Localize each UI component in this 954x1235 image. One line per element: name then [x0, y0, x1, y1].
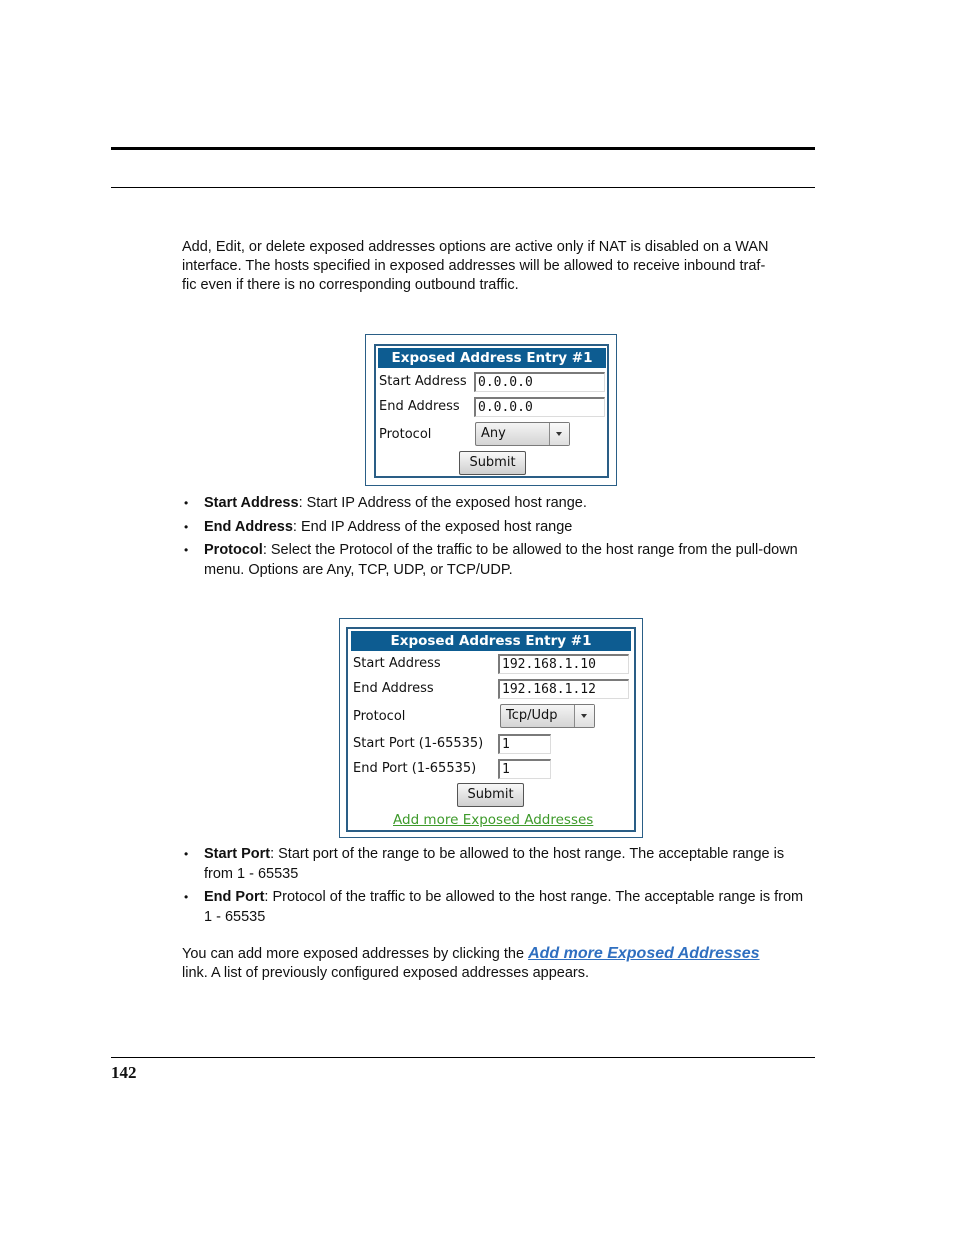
bullet-text: : Start port of the range to be allowed to the host range. The acceptable range is from 1 - 65535 — [204, 846, 785, 882]
end-address-label: End Address — [353, 681, 434, 696]
bullet-icon: • — [184, 496, 189, 510]
intro-line-3: fic even if there is no corresponding outbound traffic. — [182, 277, 519, 293]
bullet-text: : Select the Protocol of the traffic to be allowed to the host range from the pull-down menu. Options are Any, TCP, UDP, or TCP/UDP. — [204, 542, 798, 578]
end-address-label: End Address — [379, 399, 460, 414]
start-address-input[interactable]: 0.0.0.0 — [474, 372, 605, 392]
protocol-select[interactable] — [500, 704, 595, 728]
form-2-header: Exposed Address Entry #1 — [351, 631, 631, 651]
bullet-icon: • — [184, 519, 189, 534]
chevron-down-icon — [574, 705, 594, 727]
end-port-input[interactable]: 1 — [498, 759, 551, 779]
protocol-label: Protocol — [353, 709, 406, 724]
bullet-term: End Address — [204, 518, 293, 535]
start-port-input[interactable]: 1 — [498, 734, 551, 754]
protocol-select[interactable] — [475, 422, 570, 446]
end-address-input[interactable]: 192.168.1.12 — [498, 679, 629, 699]
protocol-select-value: Tcp/Udp — [506, 708, 558, 723]
bullet-icon: • — [184, 543, 189, 557]
exposed-address-form-2 — [339, 618, 643, 838]
submit-button[interactable]: Submit — [457, 783, 524, 807]
start-address-label: Start Address — [379, 374, 467, 389]
start-port-label: Start Port (1-65535) — [353, 736, 484, 751]
intro-line-2: interface. The hosts specified in exposed addresses will be allowed to receive inbound traf- — [182, 258, 766, 274]
bullet-icon: • — [184, 890, 189, 904]
list-item — [182, 518, 806, 538]
end-port-label: End Port (1-65535) — [353, 761, 477, 776]
form-1-header: Exposed Address Entry #1 — [378, 348, 606, 368]
bullet-term: Start Address — [204, 495, 299, 511]
exposed-address-form-1 — [365, 334, 617, 486]
intro-paragraph — [182, 238, 806, 295]
list-item — [182, 494, 806, 514]
intro-line-1: Add, Edit, or delete exposed addresses options are active only if NAT is disabled on a WAN — [182, 239, 769, 255]
bullet-term: End Port — [204, 889, 265, 905]
list-item — [182, 845, 806, 884]
outro-text-after: link. A list of previously configured exposed addresses appears. — [182, 965, 590, 981]
bullet-text: : Protocol of the traffic to be allowed to the host range. The acceptable range is from 1 - 65535 — [204, 889, 804, 925]
bullet-term: Protocol — [204, 542, 263, 558]
start-address-label: Start Address — [353, 656, 441, 671]
protocol-select-value: Any — [481, 426, 506, 441]
start-address-input[interactable]: 192.168.1.10 — [498, 654, 629, 674]
end-address-input[interactable]: 0.0.0.0 — [474, 397, 605, 417]
bullet-term: Start Port — [204, 846, 271, 862]
footer-rule — [111, 1057, 815, 1058]
bullet-icon: • — [184, 847, 189, 861]
outro-text-before: You can add more exposed addresses by clicking the — [182, 946, 529, 962]
page-number: 142 — [111, 1063, 137, 1082]
bullet-text: : Start IP Address of the exposed host range. — [298, 495, 587, 511]
outro-paragraph — [182, 944, 806, 983]
field-descriptions-2 — [182, 845, 806, 931]
header-rule-thick — [111, 147, 815, 150]
add-more-exposed-addresses-link[interactable]: Add more Exposed Addresses — [393, 812, 594, 828]
header-rule-thin — [111, 187, 815, 188]
protocol-label: Protocol — [379, 427, 432, 442]
list-item — [182, 541, 806, 580]
chevron-down-icon — [549, 423, 569, 445]
bullet-text: : End IP Address of the exposed host range — [292, 518, 573, 535]
list-item — [182, 888, 806, 927]
submit-button[interactable]: Submit — [459, 451, 526, 475]
field-descriptions-1 — [182, 494, 806, 584]
add-more-exposed-addresses-inline-link[interactable]: Add more Exposed Addresses — [528, 945, 760, 962]
